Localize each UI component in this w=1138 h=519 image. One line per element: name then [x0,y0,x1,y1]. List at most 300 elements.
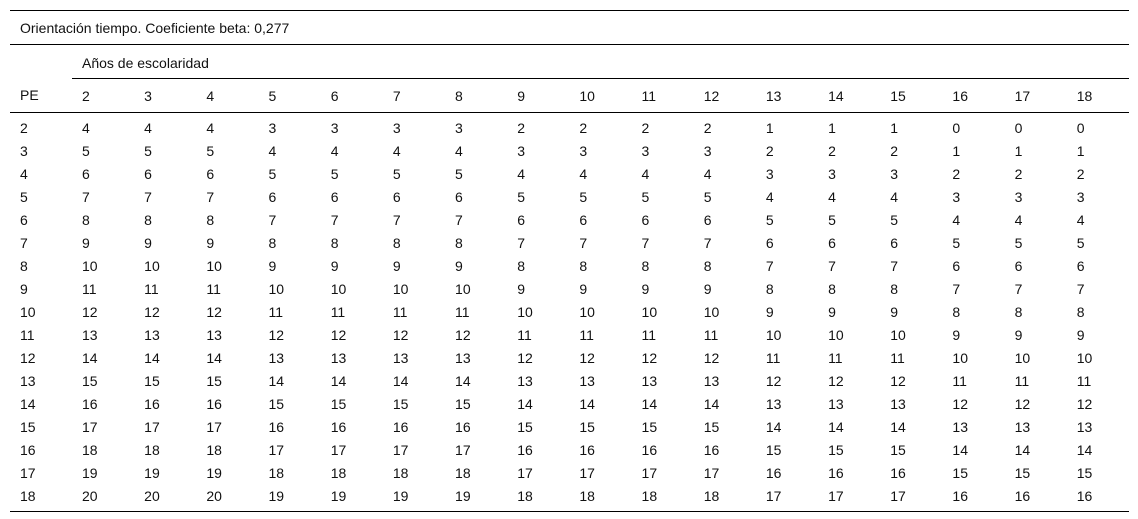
table-cell: 9 [765,303,774,320]
table-cell: 7 [579,234,588,251]
table-cell: 17 [144,418,160,435]
table-cell: 8 [392,234,401,251]
table-cell: 7 [455,211,463,228]
table-cell: 6 [890,234,899,251]
table-cell: 13 [703,372,720,389]
table-cell: 11 [517,326,532,343]
table-cell: 6 [144,165,152,182]
table-cell: 4 [455,142,463,159]
table-cell: 9 [206,234,215,251]
table-cell: 12 [1014,395,1031,412]
table-cell: 15 [703,418,720,435]
table-cell: 13 [268,349,285,366]
table-cell: 0 [1014,119,1023,136]
table-cell: 15 [517,418,533,435]
table-row [10,369,1129,392]
table-cell: 15 [1014,464,1031,481]
table-cell: 4 [392,142,401,159]
table-cell: 18 [392,464,409,481]
table-cell: 10 [455,280,471,297]
row-label: 10 [20,303,36,320]
row-label: 8 [20,257,28,274]
table-cell: 2 [765,142,774,159]
column-header: 3 [134,79,196,113]
table-cell: 16 [517,441,533,458]
table-cell: 8 [703,257,712,274]
table-cell: 14 [765,418,782,435]
table-cell: 7 [268,211,277,228]
table-cell: 16 [952,487,968,504]
table-cell: 4 [144,119,152,136]
table-cell: 11 [330,303,346,320]
table-cell: 18 [641,487,658,504]
table-cell: 5 [765,211,774,228]
table-cell: 11 [455,303,470,320]
column-header: 9 [507,79,569,113]
table-cell: 8 [1076,303,1085,320]
group-header: Años de escolaridad [72,45,1129,79]
table-cell: 1 [890,119,899,136]
table-cell: 12 [517,349,533,366]
table-row [10,277,1129,300]
table-cell: 12 [890,372,906,389]
table-cell: 15 [641,418,658,435]
table-row [10,139,1129,162]
table-cell: 10 [890,326,906,343]
table-cell: 17 [828,487,844,504]
group-header-row [10,45,1129,79]
table-row [10,323,1129,346]
table-cell: 1 [1076,142,1085,159]
table-cell: 5 [641,188,650,205]
table-cell: 3 [455,119,463,136]
table-cell: 10 [1014,349,1031,366]
table-cell: 16 [828,464,844,481]
table-cell: 14 [703,395,720,412]
data-table [10,10,1129,507]
table-cell: 19 [392,487,409,504]
table-cell: 6 [703,211,712,228]
table-cell: 7 [517,234,525,251]
column-header: 16 [942,79,1004,113]
table-cell: 16 [82,395,98,412]
table-cell: 19 [455,487,471,504]
table-cell: 9 [268,257,277,274]
table-cell: 15 [206,372,222,389]
table-cell: 3 [579,142,588,159]
table-cell: 16 [330,418,347,435]
table-row [10,254,1129,277]
row-label: 13 [20,372,36,389]
table-cell: 11 [952,372,967,389]
table-cell: 14 [1076,441,1093,458]
row-label: 7 [20,234,28,251]
table-cell: 15 [144,372,160,389]
table-cell: 17 [641,464,658,481]
table-row [10,461,1129,484]
table-cell: 5 [1014,234,1023,251]
table-title-row [10,11,1129,45]
table-cell: 3 [392,119,401,136]
table-cell: 9 [952,326,961,343]
table-cell: 14 [1014,441,1031,458]
table-cell: 8 [268,234,277,251]
column-header: 12 [694,79,756,113]
table-cell: 3 [828,165,836,182]
table-cell: 6 [82,165,90,182]
table-cell: 14 [330,372,347,389]
row-label: 6 [20,211,28,228]
group-header-spacer [10,45,72,79]
table-row [10,415,1129,438]
table-cell: 15 [392,395,409,412]
table-cell: 13 [144,326,160,343]
table-cell: 6 [1014,257,1023,274]
table-cell: 9 [455,257,463,274]
table-row [10,162,1129,185]
table-cell: 6 [268,188,277,205]
table-cell: 6 [330,188,339,205]
table-cell: 13 [828,395,844,412]
table-cell: 4 [82,119,90,136]
table-cell: 9 [579,280,588,297]
table-cell: 11 [641,326,657,343]
column-header: 2 [72,79,134,113]
table-cell: 10 [828,326,844,343]
table-cell: 5 [455,165,463,182]
column-header-row [10,79,1129,113]
table-cell: 3 [330,119,339,136]
table-cell: 19 [82,464,98,481]
table-row [10,113,1129,140]
table-cell: 19 [268,487,285,504]
table-cell: 19 [144,464,160,481]
table-cell: 9 [392,257,401,274]
table-cell: 16 [392,418,409,435]
table-cell: 13 [890,395,906,412]
table-cell: 12 [82,303,98,320]
table-row [10,438,1129,461]
row-label: 16 [20,441,36,458]
column-header: 4 [196,79,258,113]
table-cell: 12 [641,349,658,366]
table-cell: 4 [330,142,339,159]
table-cell: 8 [206,211,215,228]
row-label: 2 [20,119,28,136]
table-cell: 18 [330,464,347,481]
table-cell: 16 [144,395,160,412]
table-title: Orientación tiempo. Coeficiente beta: 0,277 [10,11,1129,45]
table-cell: 17 [268,441,285,458]
table-cell: 9 [890,303,899,320]
table-cell: 8 [641,257,650,274]
table-row [10,300,1129,323]
table-cell: 18 [579,487,595,504]
table-cell: 6 [952,257,961,274]
table-cell: 10 [517,303,533,320]
table-cell: 8 [890,280,899,297]
table-cell: 10 [703,303,720,320]
table-cell: 13 [517,372,533,389]
table-cell: 6 [206,165,215,182]
table-cell: 2 [641,119,650,136]
table-cell: 13 [455,349,471,366]
table-cell: 12 [455,326,471,343]
table-cell: 11 [82,280,97,297]
table-cell: 7 [765,257,774,274]
table-cell: 7 [392,211,401,228]
table-cell: 1 [1014,142,1023,159]
table-cell: 12 [330,326,347,343]
table-cell: 4 [206,119,215,136]
table-cell: 8 [455,234,463,251]
table-cell: 17 [703,464,720,481]
table-cell: 11 [392,303,408,320]
table-cell: 16 [579,441,595,458]
table-cell: 13 [206,326,222,343]
table-row [10,392,1129,415]
table-cell: 18 [455,464,471,481]
table-cell: 17 [765,487,782,504]
table-cell: 20 [206,487,222,504]
table-cell: 13 [330,349,347,366]
column-header: 7 [383,79,445,113]
table-cell: 12 [828,372,844,389]
table-cell: 3 [765,165,774,182]
table-cell: 14 [579,395,595,412]
table-cell: 14 [952,441,968,458]
table-cell: 8 [765,280,774,297]
table-cell: 18 [517,487,533,504]
table-cell: 9 [517,280,525,297]
table-cell: 8 [517,257,525,274]
table-cell: 15 [952,464,968,481]
table-cell: 1 [828,119,836,136]
table-cell: 11 [890,349,905,366]
table-cell: 7 [1014,280,1023,297]
table-cell: 2 [703,119,712,136]
table-cell: 15 [828,441,844,458]
table-cell: 15 [579,418,595,435]
table-cell: 16 [268,418,285,435]
table-cell: 15 [330,395,347,412]
table-cell: 3 [890,165,899,182]
column-header: 14 [818,79,880,113]
table-cell: 7 [144,188,152,205]
table-cell: 4 [1076,211,1085,228]
table-cell: 16 [890,464,906,481]
table-cell: 4 [952,211,961,228]
table-cell: 5 [579,188,588,205]
table-cell: 5 [330,165,339,182]
table-cell: 11 [703,326,719,343]
table-row [10,231,1129,254]
table-cell: 15 [455,395,471,412]
table-cell: 8 [330,234,339,251]
table-cell: 19 [206,464,222,481]
table-cell: 7 [206,188,215,205]
table-cell: 4 [703,165,712,182]
table-cell: 5 [517,188,525,205]
table-cell: 5 [828,211,836,228]
table-cell: 10 [641,303,658,320]
table-cell: 3 [517,142,525,159]
table-cell: 16 [703,441,720,458]
table-cell: 7 [82,188,90,205]
table-row [10,185,1129,208]
table-cell: 9 [144,234,152,251]
row-label: 9 [20,280,28,297]
table-cell: 13 [1014,418,1031,435]
table-cell: 6 [1076,257,1085,274]
table-cell: 7 [703,234,712,251]
table-cell: 15 [890,441,906,458]
row-label: 14 [20,395,36,412]
table-cell: 4 [517,165,525,182]
table-cell: 1 [952,142,961,159]
table-cell: 16 [765,464,782,481]
table-cell: 7 [330,211,339,228]
column-header: 11 [632,79,694,113]
table-cell: 6 [641,211,650,228]
table-row [10,484,1129,507]
column-header: 10 [569,79,631,113]
table-cell: 18 [703,487,720,504]
table-cell: 9 [703,280,712,297]
table-cell: 11 [828,349,843,366]
table-cell: 13 [82,326,98,343]
table-cell: 2 [890,142,899,159]
column-header: 18 [1067,79,1129,113]
table-cell: 9 [1014,326,1023,343]
table-cell: 20 [82,487,98,504]
table-cell: 15 [82,372,98,389]
table-cell: 17 [517,464,533,481]
table-cell: 16 [206,395,222,412]
table-cell: 12 [703,349,720,366]
table-cell: 11 [144,280,159,297]
table-cell: 2 [1014,165,1023,182]
table-cell: 6 [455,188,463,205]
table-cell: 18 [268,464,285,481]
row-label: 15 [20,418,36,435]
table-cell: 14 [268,372,285,389]
table-cell: 10 [268,280,285,297]
table-cell: 1 [765,119,774,136]
table-cell: 4 [890,188,899,205]
table-cell: 11 [1076,372,1092,389]
table-cell: 15 [765,441,782,458]
table-cell: 10 [330,280,347,297]
table-cell: 13 [765,395,782,412]
table-cell: 0 [1076,119,1085,136]
table-cell: 8 [144,211,152,228]
table-cell: 20 [144,487,160,504]
table-cell: 10 [765,326,782,343]
table-cell: 10 [82,257,98,274]
column-header: 5 [259,79,321,113]
table-cell: 6 [765,234,774,251]
table-cell: 12 [765,372,782,389]
table-cell: 10 [952,349,968,366]
table-cell: 2 [579,119,588,136]
table-cell: 12 [1076,395,1093,412]
table-cell: 3 [268,119,277,136]
table-cell: 11 [579,326,594,343]
column-header: 8 [445,79,507,113]
table-cell: 14 [206,349,222,366]
table-cell: 17 [890,487,906,504]
table-cell: 5 [268,165,277,182]
table-cell: 17 [82,418,98,435]
table-cell: 10 [392,280,409,297]
table-cell: 4 [1014,211,1023,228]
row-label: 11 [20,326,35,343]
table-row [10,346,1129,369]
row-label: 4 [20,165,28,182]
table-cell: 3 [1076,188,1085,205]
table-cell: 5 [144,142,152,159]
table-cell: 3 [1014,188,1023,205]
table-cell: 13 [952,418,968,435]
table-cell: 8 [1014,303,1023,320]
table-cell: 7 [890,257,899,274]
table-cell: 17 [579,464,595,481]
table-cell: 14 [144,349,160,366]
table-cell: 4 [828,188,836,205]
table-cell: 10 [144,257,160,274]
row-label: 18 [20,487,36,504]
table-cell: 6 [828,234,836,251]
table-cell: 12 [206,303,222,320]
table-cell: 14 [517,395,533,412]
table-cell: 8 [952,303,961,320]
table-cell: 2 [517,119,525,136]
table-cell: 12 [579,349,595,366]
table-cell: 5 [1076,234,1085,251]
row-label: 12 [20,349,36,366]
table-cell: 12 [392,326,409,343]
table-cell: 10 [1076,349,1093,366]
table-cell: 3 [952,188,961,205]
table-cell: 16 [1014,487,1031,504]
table-cell: 12 [268,326,285,343]
table-cell: 9 [1076,326,1085,343]
row-label: 17 [20,464,36,481]
table-cell: 7 [952,280,961,297]
table-cell: 17 [455,441,471,458]
table-cell: 16 [1076,487,1093,504]
table-cell: 0 [952,119,961,136]
row-header: PE [10,79,72,113]
table-cell: 14 [455,372,471,389]
row-label: 3 [20,142,28,159]
table-cell: 15 [1076,464,1093,481]
table-cell: 8 [82,211,90,228]
table-bottom-rule [10,511,1129,512]
table-cell: 14 [641,395,658,412]
table-cell: 9 [82,234,90,251]
table-cell: 18 [144,441,160,458]
table-cell: 8 [579,257,588,274]
table-cell: 6 [579,211,588,228]
table-cell: 7 [641,234,650,251]
table-cell: 10 [206,257,222,274]
table-cell: 8 [828,280,836,297]
table-cell: 17 [330,441,347,458]
table-cell: 15 [268,395,285,412]
table-cell: 2 [952,165,961,182]
